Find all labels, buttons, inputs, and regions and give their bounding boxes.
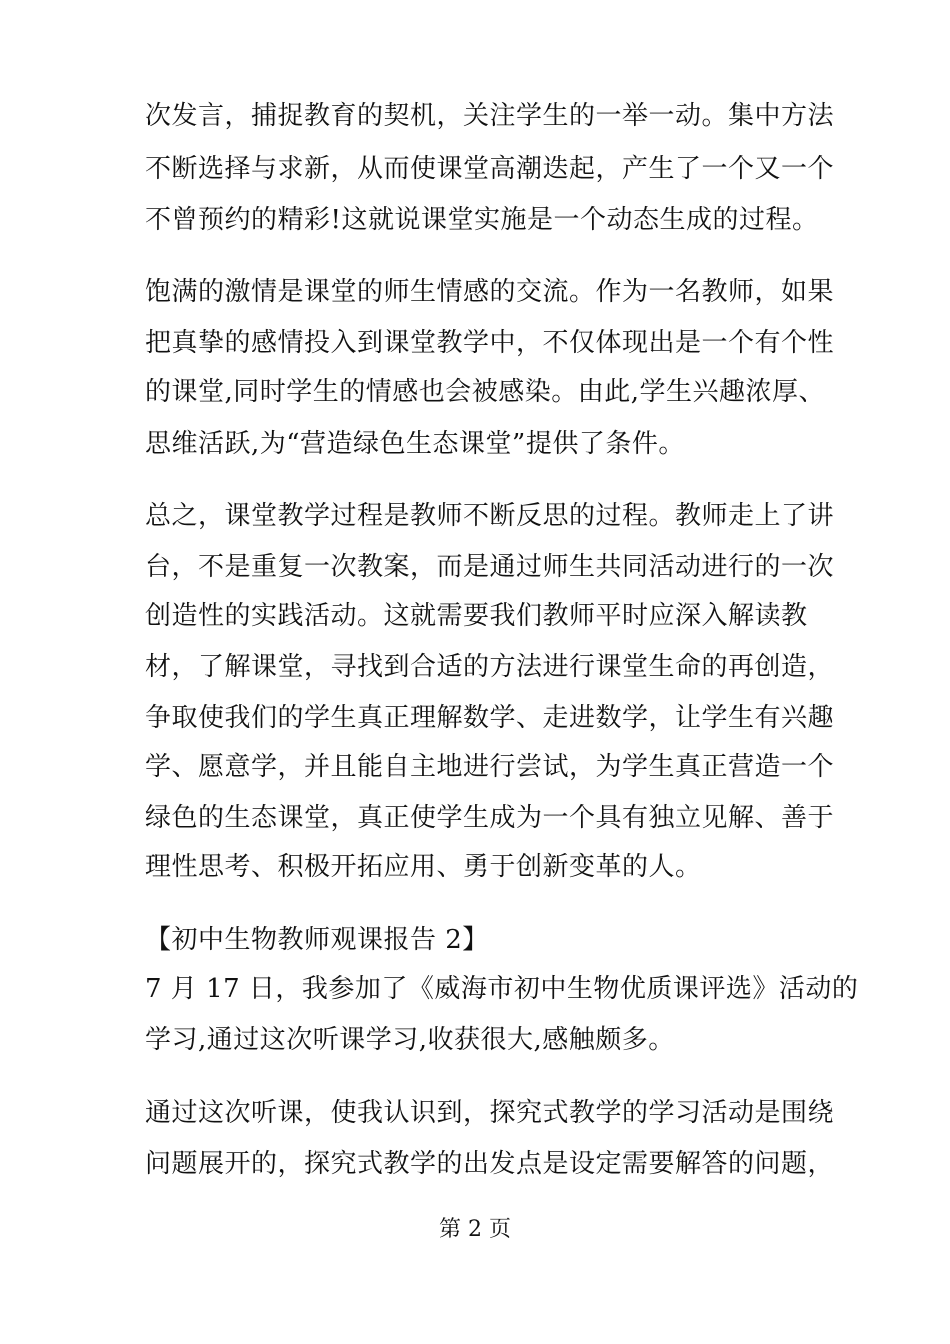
text-line: 7 月 17 日，我参加了《威海市初中生物优质课评选》活动的 <box>145 974 859 1004</box>
text-line: 思维活跃,为“营造绿色生态课堂”提供了条件。 <box>145 429 685 459</box>
text-line: 次发言，捕捉教育的契机，关注学生的一举一动。集中方法 <box>145 101 835 131</box>
text-line: 总之，课堂教学过程是教师不断反思的过程。教师走上了讲 <box>145 501 835 531</box>
text-line: 理性思考、积极开拓应用、勇于创新变革的人。 <box>145 852 702 882</box>
text-line: 学习,通过这次听课学习,收获很大,感触颇多。 <box>145 1025 675 1055</box>
text-line: 材，了解课堂，寻找到合适的方法进行课堂生命的再创造， <box>145 652 835 682</box>
text-line: 问题展开的，探究式教学的出发点是设定需要解答的问题， <box>145 1149 835 1179</box>
text-line: 创造性的实践活动。这就需要我们教师平时应深入解读教 <box>145 601 808 631</box>
text-line: 不曾预约的精彩!这就说课堂实施是一个动态生成的过程。 <box>145 205 819 235</box>
text-line: 学、愿意学，并且能自主地进行尝试，为学生真正营造一个 <box>145 752 835 782</box>
text-line: 不断选择与求新，从而使课堂高潮迭起，产生了一个又一个 <box>145 154 835 184</box>
page-number: 第 2 页 <box>439 1217 511 1242</box>
text-line: 台，不是重复一次教案，而是通过师生共同活动进行的一次 <box>145 552 835 582</box>
text-line: 绿色的生态课堂，真正使学生成为一个具有独立见解、善于 <box>145 803 835 833</box>
text-line: 饱满的激情是课堂的师生情感的交流。作为一名教师，如果 <box>145 277 835 307</box>
text-line: 通过这次听课，使我认识到，探究式教学的学习活动是围绕 <box>145 1098 835 1128</box>
text-line: 争取使我们的学生真正理解数学、走进数学，让学生有兴趣 <box>145 703 835 733</box>
section-heading: 【初中生物教师观课报告 2】 <box>145 925 489 955</box>
text-line: 的课堂,同时学生的情感也会被感染。由此,学生兴趣浓厚、 <box>145 377 826 407</box>
text-line: 把真挚的感情投入到课堂教学中，不仅体现出是一个有个性 <box>145 328 835 358</box>
